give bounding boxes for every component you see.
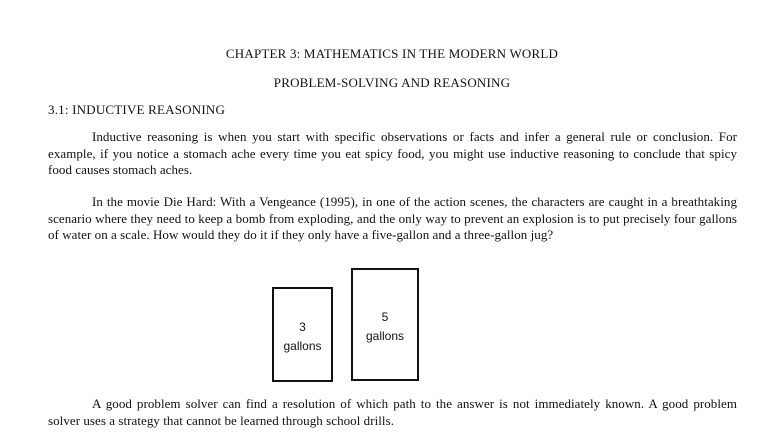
five-gallon-jug-box [351, 268, 419, 381]
jug-capacity-label: 5 [381, 310, 389, 324]
paragraph-problem-solver: A good problem solver can find a resolution of which path to the answer is not immediately known. A good problem solver uses a strategy that cannot be learned through school drills. [48, 396, 737, 428]
jug-capacity-label: 3 [299, 320, 306, 334]
chapter-title: CHAPTER 3: MATHEMATICS IN THE MODERN WORLD [225, 46, 559, 61]
jug-unit-label: gallons [365, 329, 405, 343]
chapter-subtitle: PROBLEM-SOLVING AND REASONING [273, 75, 511, 90]
jug-unit-label: gallons [283, 339, 322, 353]
paragraph-die-hard-problem: In the movie Die Hard: With a Vengeance (1995), in one of the action scenes, the characters are caught in a breathtaking scenario where they need to keep a bomb from exploding, and the only way to prevent an explosion is to put precisely four gallons of water on a scale. How would they do it if they only have a five-gallon and a three-gallon jug? [48, 194, 737, 242]
three-gallon-jug-box [272, 287, 333, 382]
section-heading: 3.1: INDUCTIVE REASONING [48, 102, 226, 117]
paragraph-inductive-definition: Inductive reasoning is when you start with specific observations or facts and infer a general rule or conclusion. For example, if you notice a stomach ache every time you eat spicy food, you might use inductive reasoning to conclude that spicy food causes stomach aches. [48, 129, 737, 177]
